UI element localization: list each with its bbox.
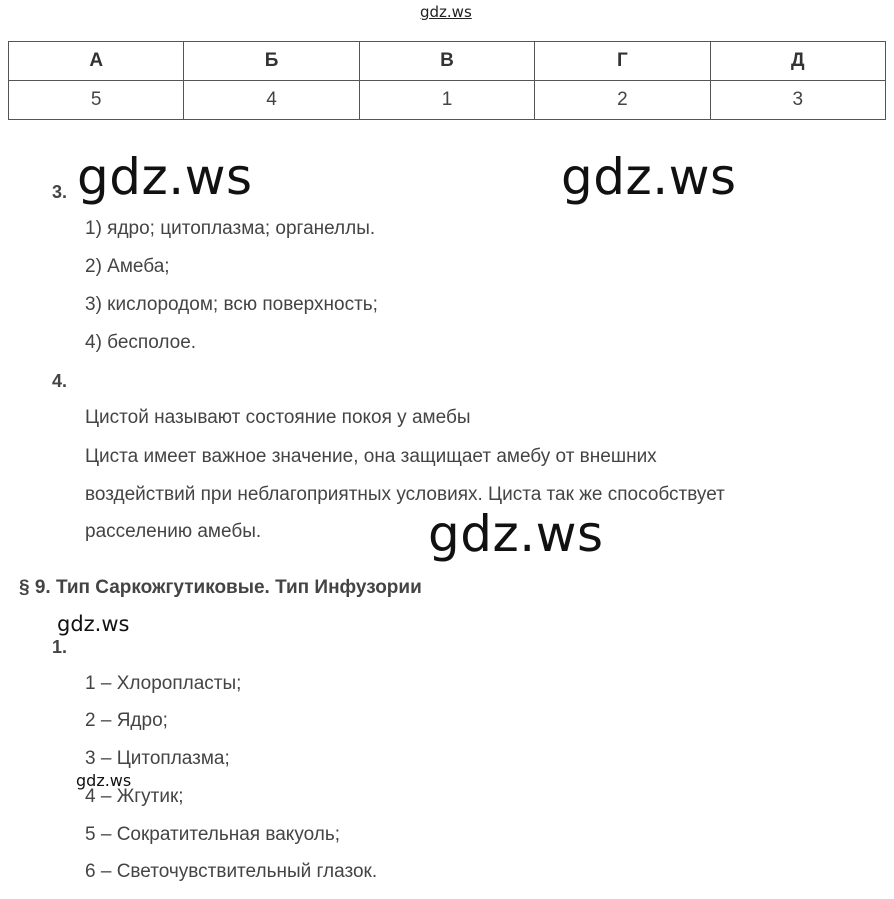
- watermark-top[interactable]: gdz.ws: [420, 3, 472, 21]
- watermark-small: gdz.ws: [76, 771, 132, 790]
- task-4-text-line: воздействий при неблагоприятных условиях. Циста так же способствует: [85, 484, 725, 505]
- answer-table-header-cell: Г: [535, 42, 710, 81]
- answer-table-value-cell: 5: [9, 81, 184, 120]
- answer-table-header-cell: Б: [184, 42, 359, 81]
- task-3-answer-line: 1) ядро; цитоплазма; органеллы.: [85, 218, 376, 239]
- answer-table-header-cell: А: [9, 42, 184, 81]
- watermark-large-right: gdz.ws: [561, 148, 737, 206]
- task-3-answer-line: 2) Амеба;: [85, 256, 170, 277]
- task-1-answer-line: 1 – Хлоропласты;: [85, 673, 242, 694]
- task-4-text-line: Цистой называют состояние покоя у амебы: [85, 407, 471, 428]
- answer-table-value-row: [9, 81, 886, 120]
- answer-table-value-cell: 3: [710, 81, 885, 120]
- watermark-medium: gdz.ws: [57, 612, 130, 636]
- watermark-large-left: gdz.ws: [77, 148, 253, 206]
- task-4-number: 4.: [52, 371, 68, 391]
- task-1-answer-line: 2 – Ядро;: [85, 710, 168, 731]
- task-3-answer-line: 3) кислородом; всю поверхность;: [85, 294, 378, 315]
- answer-table-value-cell: 2: [535, 81, 710, 120]
- answer-table-value-cell: 1: [359, 81, 534, 120]
- answer-table-value-cell: 4: [184, 81, 359, 120]
- answer-table-header-cell: Д: [710, 42, 885, 81]
- watermark-large-center: gdz.ws: [428, 505, 604, 563]
- task-1-answer-line: 4 – Жгутик;: [85, 786, 184, 807]
- task-4-text-line: расселению амебы.: [85, 521, 262, 542]
- task-1-answer-line: 6 – Светочувствительный глазок.: [85, 861, 378, 882]
- answer-table-header-cell: В: [359, 42, 534, 81]
- task-1-answer-line: 3 – Цитоплазма;: [85, 748, 230, 769]
- section-heading: § 9. Тип Саркожгутиковые. Тип Инфузории: [19, 577, 422, 598]
- task-1-number: 1.: [52, 637, 68, 657]
- answer-table-header-row: [9, 42, 886, 81]
- task-3-number: 3.: [52, 182, 68, 202]
- task-1-answer-line: 5 – Сократительная вакуоль;: [85, 824, 341, 845]
- task-4-text-line: Циста имеет важное значение, она защищает амебу от внешних: [85, 446, 657, 467]
- task-3-answer-line: 4) бесполое.: [85, 332, 197, 353]
- answer-table: [8, 41, 886, 120]
